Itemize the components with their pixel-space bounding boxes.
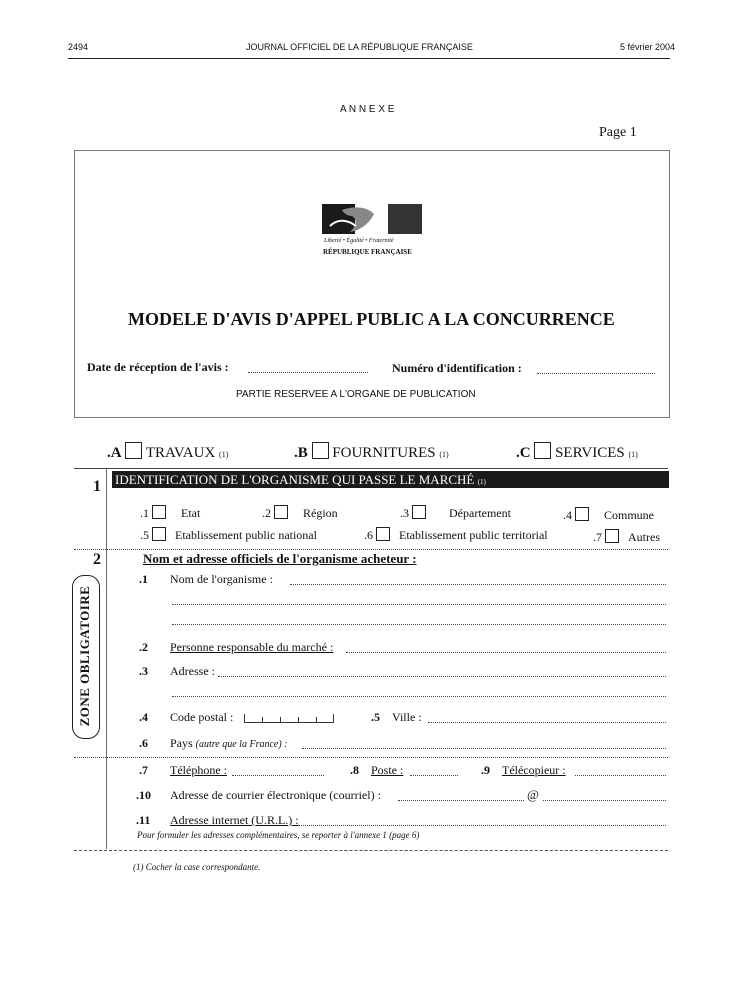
field-4-label: Code postal :	[170, 710, 234, 724]
option-epn-label: Etablissement public national	[175, 528, 317, 542]
page-label: Page 1	[599, 125, 637, 140]
reception-date-label: Date de réception de l'avis :	[87, 360, 229, 374]
logo-motto: Liberté • Égalité • Fraternité	[324, 238, 394, 244]
option-etat-label: Etat	[181, 506, 201, 520]
bottom-rule	[74, 850, 668, 851]
option-epn[interactable]	[140, 527, 317, 543]
field-10-label: Adresse de courrier électronique (courriel) :	[170, 788, 381, 802]
field-3-label: Adresse :	[170, 664, 215, 678]
section-2-footer-note: Pour formuler les adresses complémentaires, se reporter à l'annexe 1 (page 6)	[137, 830, 420, 840]
option-region-code: .2	[262, 506, 271, 520]
category-travaux-checkbox[interactable]	[125, 442, 142, 459]
section-1-banner	[112, 471, 669, 488]
url-field[interactable]	[298, 825, 666, 826]
option-ept-checkbox[interactable]	[376, 527, 390, 541]
poste-field[interactable]	[410, 775, 458, 776]
reserved-label: PARTIE RESERVEE A L'ORGANE DE PUBLICATION	[236, 389, 476, 400]
option-ept-code: .6	[364, 528, 373, 542]
country-field[interactable]	[302, 748, 666, 749]
field-9-code: .9	[481, 763, 490, 777]
option-autres-code: .7	[593, 530, 602, 544]
field-8-label: Poste :	[371, 763, 404, 777]
category-fournitures-checkbox[interactable]	[312, 442, 329, 459]
telephone-field[interactable]	[232, 775, 324, 776]
category-fournitures-label: FOURNITURES	[332, 445, 436, 461]
field-7-label: Téléphone :	[170, 763, 227, 777]
form-title: MODELE D'AVIS D'APPEL PUBLIC A LA CONCURRENCE	[128, 309, 615, 329]
option-etat[interactable]	[140, 505, 200, 521]
zone-obligatoire-label	[72, 575, 98, 737]
option-autres-checkbox[interactable]	[605, 529, 619, 543]
field-10-code: .10	[136, 788, 151, 802]
identification-number-field[interactable]	[537, 373, 655, 374]
section-2-divider	[74, 757, 668, 758]
email-domain-field[interactable]	[543, 800, 666, 801]
field-6-label	[170, 736, 288, 751]
footnote: (1) Cocher la case correspondante.	[133, 862, 261, 872]
option-etat-code: .1	[140, 506, 149, 520]
category-services-note: (1)	[628, 450, 638, 459]
option-commune-code: .4	[563, 508, 572, 522]
address-field-2[interactable]	[172, 696, 666, 697]
option-epn-code: .5	[140, 528, 149, 542]
telecopieur-field[interactable]	[575, 775, 666, 776]
category-services-checkbox[interactable]	[534, 442, 551, 459]
field-11-label: Adresse internet (U.R.L.) :	[170, 813, 299, 827]
category-services[interactable]	[516, 442, 638, 462]
field-5-code: .5	[371, 710, 380, 724]
category-travaux-label: TRAVAUX	[145, 445, 216, 461]
responsable-field[interactable]	[346, 652, 666, 653]
journal-date: 5 février 2004	[620, 42, 676, 52]
category-fournitures-code: .B	[294, 445, 308, 461]
city-field[interactable]	[428, 722, 666, 723]
category-travaux-code: .A	[107, 445, 122, 461]
header-rule	[68, 58, 670, 59]
option-region-label: Région	[303, 506, 338, 520]
field-11-code: .11	[136, 813, 151, 827]
journal-page-number: 2494	[68, 42, 89, 52]
option-commune-label: Commune	[604, 508, 654, 522]
field-8-code: .8	[350, 763, 359, 777]
marianne-icon	[322, 204, 422, 234]
section-1-banner-note: (1)	[477, 478, 486, 486]
field-4-code: .4	[139, 710, 148, 724]
annexe-label: A N N E X E	[340, 104, 395, 115]
field-2-label: Personne responsable du marché :	[170, 640, 334, 654]
section-left-rule	[106, 469, 107, 849]
email-user-field[interactable]	[398, 800, 524, 801]
section-1-banner-text: IDENTIFICATION DE L'ORGANISME QUI PASSE LE MARCHÉ	[115, 472, 475, 487]
option-region-checkbox[interactable]	[274, 505, 288, 519]
option-commune[interactable]	[563, 507, 654, 523]
option-region[interactable]	[262, 505, 338, 521]
category-services-code: .C	[516, 445, 531, 461]
option-ept-label: Etablissement public territorial	[399, 528, 548, 542]
marianne-logo	[322, 204, 422, 234]
postal-code-field[interactable]	[244, 714, 334, 723]
category-travaux-note: (1)	[219, 450, 229, 459]
option-ept[interactable]	[364, 527, 548, 543]
field-6-note: (autre que la France) :	[195, 739, 288, 750]
section-number-2: 2	[93, 551, 101, 568]
option-departement-code: .3	[400, 506, 409, 520]
option-epn-checkbox[interactable]	[152, 527, 166, 541]
field-1-label: Nom de l'organisme :	[170, 572, 273, 586]
option-etat-checkbox[interactable]	[152, 505, 166, 519]
field-6-code: .6	[139, 736, 148, 750]
section-number-1: 1	[93, 478, 101, 495]
option-commune-checkbox[interactable]	[575, 507, 589, 521]
field-6-label-text: Pays	[170, 736, 193, 750]
organisme-name-field-2[interactable]	[172, 604, 666, 605]
option-autres[interactable]	[593, 529, 660, 545]
section-2-heading: Nom et adresse officiels de l'organisme acheteur :	[143, 551, 417, 566]
logo-republic: RÉPUBLIQUE FRANÇAISE	[323, 248, 412, 256]
organisme-name-field[interactable]	[290, 584, 666, 585]
field-5-label: Ville :	[392, 710, 422, 724]
identification-number-label: Numéro d'identification :	[392, 361, 522, 375]
category-services-label: SERVICES	[555, 445, 625, 461]
publication-box	[74, 150, 670, 418]
field-2-code: .2	[139, 640, 148, 654]
category-fournitures[interactable]	[294, 442, 449, 462]
field-9-label: Télécopieur :	[502, 763, 566, 777]
section-rule-top	[74, 468, 668, 469]
field-3-code: .3	[139, 664, 148, 678]
address-field[interactable]	[218, 676, 666, 677]
reception-date-field[interactable]	[248, 372, 368, 373]
email-at-sign: @	[527, 787, 539, 802]
organisme-name-field-3[interactable]	[172, 624, 666, 625]
category-fournitures-note: (1)	[439, 450, 449, 459]
field-1-code: .1	[139, 572, 148, 586]
section-2-rule	[74, 549, 668, 550]
journal-title: JOURNAL OFFICIEL DE LA RÉPUBLIQUE FRANÇAISE	[246, 42, 473, 52]
category-travaux[interactable]	[107, 442, 228, 462]
option-departement[interactable]	[400, 505, 511, 521]
option-autres-label: Autres	[628, 530, 660, 544]
option-departement-checkbox[interactable]	[412, 505, 426, 519]
zone-obligatoire-text: ZONE OBLIGATOIRE	[77, 585, 92, 727]
field-7-code: .7	[139, 763, 148, 777]
option-departement-label: Département	[449, 506, 511, 520]
